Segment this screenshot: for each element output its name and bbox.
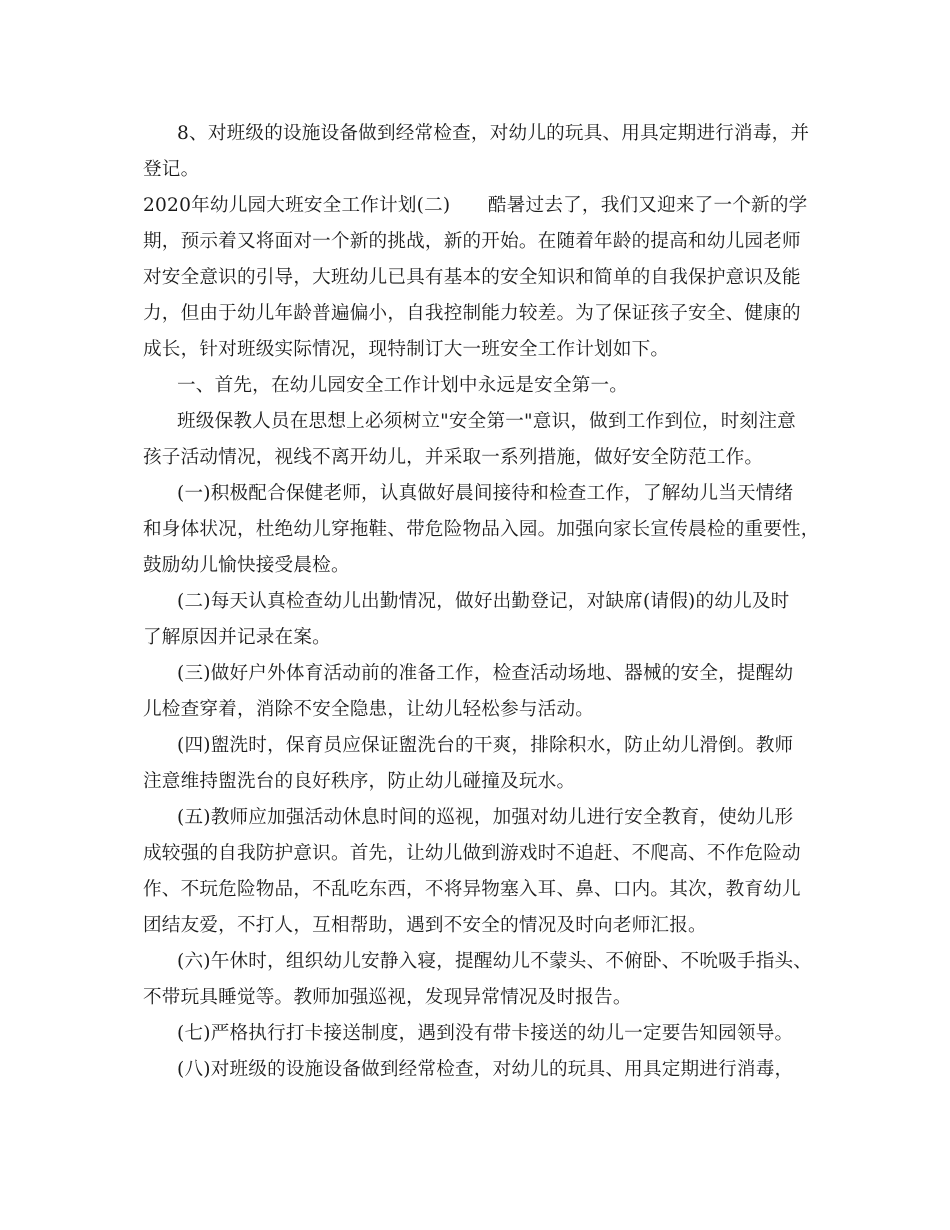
text-line: 登记。	[143, 159, 200, 180]
text-line: 不带玩具睡觉等。教师加强巡视，发现异常情况及时报告。	[143, 987, 632, 1008]
text-line: (一)积极配合保健老师，认真做好晨间接待和检查工作，了解幼儿当天情绪	[177, 483, 794, 504]
text-line: (四)盥洗时，保育员应保证盥洗台的干爽，排除积水，防止幼儿滑倒。教师	[177, 735, 794, 756]
text-line: 注意维持盥洗台的良好秩序，防止幼儿碰撞及玩水。	[143, 771, 576, 792]
text-line: (八)对班级的设施设备做到经常检查，对幼儿的玩具、用具定期进行消毒，	[177, 1059, 794, 1080]
text-line: (二)每天认真检查幼儿出勤情况，做好出勤登记，对缺席(请假)的幼儿及时	[177, 591, 790, 612]
text-line: 团结友爱，不打人，互相帮助，遇到不安全的情况及时向老师汇报。	[143, 915, 707, 936]
text-line: 期，预示着又将面对一个新的挑战，新的开始。在随着年龄的提高和幼儿园老师	[143, 231, 801, 252]
text-line: 了解原因并记录在案。	[143, 627, 331, 648]
text-line: 班级保教人员在思想上必须树立"安全第一"意识，做到工作到位，时刻注意	[177, 411, 796, 432]
text-line: 2020年幼儿园大班安全工作计划(二) 酷暑过去了，我们又迎来了一个新的学	[143, 195, 808, 216]
text-line: 一、首先，在幼儿园安全工作计划中永远是安全第一。	[177, 375, 629, 396]
text-line: (六)午休时，组织幼儿安静入寝，提醒幼儿不蒙头、不俯卧、不吮吸手指头、	[177, 951, 813, 972]
text-line: 儿检查穿着，消除不安全隐患，让幼儿轻松参与活动。	[143, 699, 595, 720]
text-line: 鼓励幼儿愉快接受晨检。	[143, 555, 350, 576]
text-line: 和身体状况，杜绝幼儿穿拖鞋、带危险物品入园。加强向家长宣传晨检的重要性，	[143, 519, 820, 540]
text-line: 对安全意识的引导，大班幼儿已具有基本的安全知识和简单的自我保护意识及能	[143, 267, 801, 288]
text-line: 8、对班级的设施设备做到经常检查，对幼儿的玩具、用具定期进行消毒，并	[177, 123, 810, 144]
text-line: 成较强的自我防护意识。首先，让幼儿做到游戏时不追赶、不爬高、不作危险动	[143, 843, 801, 864]
text-line: (三)做好户外体育活动前的准备工作，检查活动场地、器械的安全，提醒幼	[177, 663, 794, 684]
text-line: 成长，针对班级实际情况，现特制订大一班安全工作计划如下。	[143, 339, 670, 360]
text-line: (五)教师应加强活动休息时间的巡视，加强对幼儿进行安全教育，使幼儿形	[177, 807, 794, 828]
text-line: 孩子活动情况，视线不离开幼儿，并采取一系列措施，做好安全防范工作。	[143, 447, 764, 468]
text-line: (七)严格执行打卡接送制度，遇到没有带卡接送的幼儿一定要告知园领导。	[177, 1023, 794, 1044]
text-line: 力，但由于幼儿年龄普遍偏小，自我控制能力较差。为了保证孩子安全、健康的	[143, 303, 801, 324]
text-line: 作、不玩危险物品，不乱吃东西，不将异物塞入耳、鼻、口内。其次，教育幼儿	[143, 879, 801, 900]
